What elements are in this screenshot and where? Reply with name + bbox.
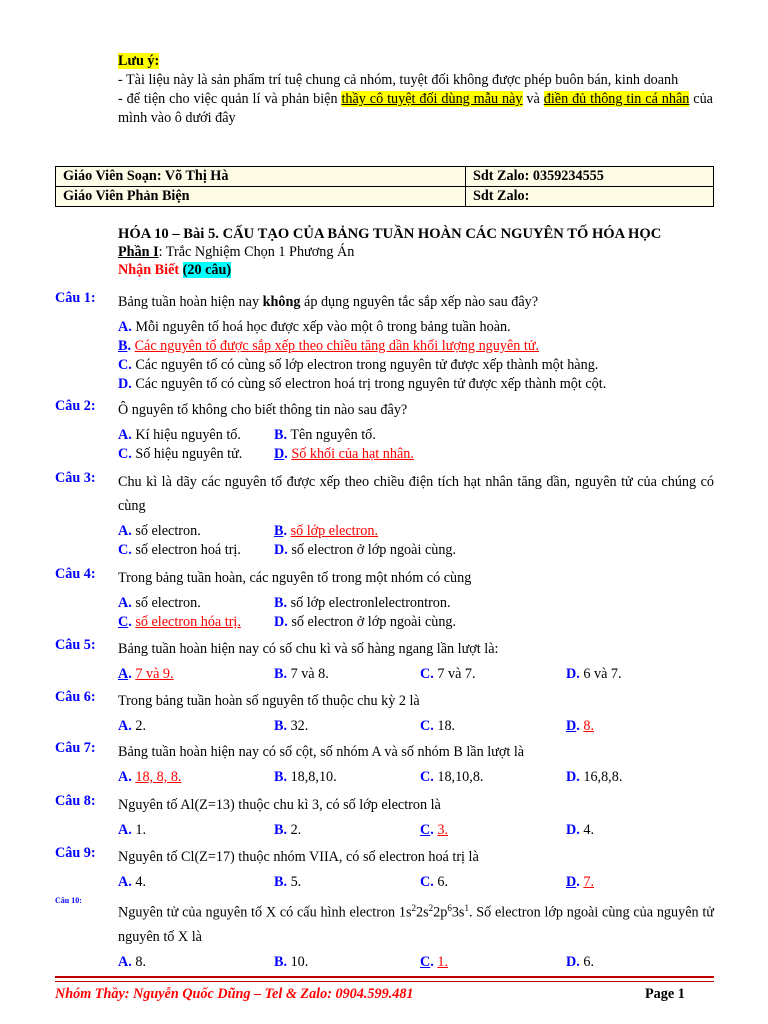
options — [118, 717, 714, 736]
option-text: 4. — [583, 822, 594, 838]
question-3 — [55, 470, 714, 560]
option-text: 5. — [290, 874, 302, 890]
option-letter: B. — [274, 427, 288, 443]
option-c[interactable] — [420, 665, 476, 684]
option-c[interactable] — [420, 873, 448, 892]
option-letter: B — [118, 338, 128, 354]
option-letter: C — [420, 953, 431, 970]
options — [118, 953, 714, 972]
option-d-answer[interactable]: D. 8. — [566, 718, 594, 734]
question-text: Trong bảng tuần hoàn, các nguyên tố trong một nhóm có cùng — [118, 570, 472, 586]
author-phone-cell: Sdt Zalo: 0359234555 — [466, 167, 714, 187]
option-text: Tên nguyên tố. — [290, 427, 376, 443]
option-text: số electron ở lớp ngoài cùng. — [291, 542, 457, 558]
option-a[interactable] — [118, 717, 146, 736]
option-text: 32. — [290, 718, 309, 734]
option-c[interactable] — [118, 356, 598, 375]
question-count-badge: (20 câu) — [182, 262, 232, 278]
option-text: số electron. — [135, 595, 201, 611]
question-label: Câu 6: — [55, 689, 96, 705]
question-1 — [55, 290, 714, 394]
question-text-pre: Bảng tuần hoàn hiện nay — [118, 294, 263, 310]
option-b[interactable] — [274, 426, 376, 445]
option-letter: A. — [118, 523, 132, 539]
question-10 — [55, 896, 714, 972]
option-b-answer[interactable]: B. số lớp electron. — [274, 523, 379, 539]
question-text — [118, 290, 714, 314]
note-heading: Lưu ý: — [118, 53, 160, 69]
question-text: Trong bảng tuần hoàn số nguyên tố thuộc chu kỳ 2 là — [118, 693, 420, 709]
option-text: số electron ở lớp ngoài cùng. — [291, 614, 457, 630]
question-text — [118, 896, 714, 949]
option-text: 10. — [290, 953, 309, 970]
question-6 — [55, 689, 714, 736]
option-letter: D — [566, 718, 577, 734]
footer-divider — [55, 976, 714, 978]
option-b[interactable] — [274, 717, 308, 736]
option-b[interactable] — [274, 821, 301, 840]
question-text: Nguyên tố Al(Z=13) thuộc chu kì 3, có số lớp electron là — [118, 797, 441, 813]
superscript: 2 — [411, 903, 417, 913]
option-letter: D. — [118, 376, 132, 392]
option-c[interactable] — [420, 768, 483, 787]
section-heading — [118, 225, 718, 279]
option-text: Kí hiệu nguyên tố. — [135, 427, 241, 443]
option-letter: C. — [118, 446, 132, 462]
option-letter: D. — [274, 542, 288, 558]
option-letter: C. — [420, 666, 434, 682]
note-block — [118, 52, 713, 128]
teacher-table — [55, 166, 714, 207]
option-d-answer[interactable]: D. Số khối của hạt nhân. — [274, 446, 414, 462]
question-text: Bảng tuần hoàn hiện nay có số chu kì và số hàng ngang lần lượt là: — [118, 641, 499, 657]
option-letter: C — [118, 614, 129, 630]
option-d-answer[interactable]: D. 7. — [566, 874, 594, 890]
note-line-2-post: của mình vào ô dưới đây — [118, 91, 713, 126]
option-c[interactable] — [118, 541, 241, 560]
option-b[interactable] — [274, 873, 301, 892]
option-text: 1. — [135, 822, 146, 838]
option-text: 3. — [437, 822, 448, 838]
option-letter: A. — [118, 953, 132, 970]
options — [118, 768, 714, 787]
option-a[interactable] — [118, 318, 511, 337]
option-letter: C. — [420, 769, 434, 785]
options — [118, 873, 714, 892]
option-d[interactable] — [118, 375, 606, 394]
option-text: Các nguyên tố được sắp xếp theo chiều tăng dần khối lượng nguyên tử. — [134, 338, 540, 354]
option-text: 18, 8, 8. — [135, 769, 182, 785]
question-text: Chu kì là dãy các nguyên tố được xếp theo chiều điện tích hạt nhân tăng dần, nguyên tử của chúng có cùng — [118, 474, 714, 514]
option-text: Số khối của hạt nhân. — [291, 446, 414, 462]
options — [118, 594, 714, 632]
option-d[interactable] — [566, 665, 622, 684]
level-label: Nhận Biết — [118, 262, 180, 278]
option-b[interactable] — [274, 594, 451, 613]
reviewer-phone-cell: Sdt Zalo: — [466, 187, 714, 207]
option-b[interactable] — [274, 768, 337, 787]
page-title: HÓA 10 – Bài 5. CẤU TẠO CỦA BẢNG TUẦN HOÀN CÁC NGUYÊN TỐ HÓA HỌC — [118, 226, 662, 242]
config-part: 3s — [451, 904, 465, 921]
option-letter: D. — [566, 822, 580, 838]
option-letter: D. — [566, 769, 580, 785]
option-text: 7. — [583, 874, 594, 890]
option-a[interactable] — [118, 873, 146, 892]
option-d[interactable] — [274, 613, 456, 632]
option-d[interactable] — [566, 768, 622, 787]
option-letter: D — [274, 446, 285, 462]
option-letter: C. — [118, 357, 132, 373]
option-letter: A. — [118, 718, 132, 734]
option-text: 6. — [583, 953, 594, 970]
question-label: Câu 3: — [55, 470, 96, 486]
question-2 — [55, 398, 714, 464]
page-number: Page 1 — [645, 986, 685, 1002]
option-text: 16,8,8. — [583, 769, 623, 785]
note-line-2-pre: - để tiện cho việc quản lí và phản biện — [118, 91, 342, 107]
option-letter: A. — [118, 595, 132, 611]
question-text: Ô nguyên tố không cho biết thông tin nào sau đây? — [118, 402, 408, 418]
option-text: 8. — [135, 953, 146, 970]
superscript: 1 — [464, 903, 469, 913]
option-letter: A. — [118, 319, 132, 335]
option-text: 1. — [437, 953, 448, 970]
question-7 — [55, 740, 714, 787]
level-line — [118, 261, 718, 279]
option-letter: C. — [118, 542, 132, 558]
option-a-answer[interactable]: A. 7 và 9. — [118, 666, 174, 682]
question-label: Câu 10: — [55, 896, 82, 905]
question-8 — [55, 793, 714, 840]
option-letter: B. — [274, 769, 288, 785]
option-text: Số hiệu nguyên tử. — [135, 446, 243, 462]
option-a[interactable] — [118, 953, 146, 972]
reviewer-cell: Giáo Viên Phản Biện — [56, 187, 466, 207]
question-text-tail: . Số electron lớp ngoài cùng của nguyên tử nguyên tố X là — [118, 904, 714, 945]
option-text: số lớp electronlelectrontron. — [290, 595, 451, 611]
question-text: Bảng tuần hoàn hiện nay có số cột, số nhóm A và số nhóm B lần lượt là — [118, 744, 525, 760]
option-letter: A. — [118, 427, 132, 443]
option-letter: D. — [566, 953, 580, 970]
option-letter: A. — [118, 822, 132, 838]
table-row — [56, 167, 714, 187]
question-text-bold: không — [262, 294, 301, 310]
option-c-answer[interactable]: C. 1. — [420, 953, 448, 970]
footer-contact: Nhóm Thầy: Nguyễn Quốc Dũng – Tel & Zalo: 0904.599.481 — [55, 986, 414, 1002]
question-4 — [55, 566, 714, 632]
option-text: số electron. — [135, 523, 201, 539]
config-part: 2s — [416, 904, 429, 921]
author-cell: Giáo Viên Soạn: Võ Thị Hà — [56, 167, 466, 187]
option-letter: B. — [274, 822, 288, 838]
question-text-post: áp dụng nguyên tắc sắp xếp nào sau đây? — [300, 294, 539, 310]
option-letter: C — [420, 822, 431, 838]
option-letter: A — [118, 666, 129, 682]
option-text: 8. — [583, 718, 594, 734]
options — [118, 426, 714, 464]
option-d[interactable] — [566, 953, 594, 972]
option-a[interactable] — [118, 594, 201, 613]
config-part: 2p — [433, 904, 448, 921]
option-letter: A. — [118, 874, 132, 890]
option-letter: B. — [274, 718, 288, 734]
question-label: Câu 1: — [55, 290, 96, 306]
part-text: : Trắc Nghiệm Chọn 1 Phương Án — [158, 244, 355, 260]
option-letter: B — [274, 523, 284, 539]
note-line-2-mid: và — [522, 91, 544, 107]
option-letter: D. — [274, 614, 288, 630]
option-text: 7 và 8. — [290, 666, 329, 682]
options — [118, 318, 714, 394]
question-label: Câu 9: — [55, 845, 96, 861]
question-label: Câu 7: — [55, 740, 96, 756]
option-c[interactable] — [420, 717, 455, 736]
superscript: 6 — [447, 903, 452, 913]
option-text: 18. — [437, 718, 456, 734]
option-a[interactable] — [118, 426, 241, 445]
option-text: số electron hoá trị. — [135, 542, 241, 558]
option-text: Mỗi nguyên tố hoá học được xếp vào một ô trong bảng tuần hoàn. — [135, 319, 511, 335]
option-letter: B. — [274, 595, 288, 611]
question-text-pre: Nguyên tử của nguyên tố X có cấu hình electron 1s — [118, 904, 412, 921]
options — [118, 522, 714, 560]
option-letter: B. — [274, 953, 288, 970]
superscript: 2 — [428, 903, 434, 913]
option-d[interactable] — [566, 821, 594, 840]
option-text: 6. — [437, 874, 448, 890]
option-letter: A. — [118, 769, 132, 785]
part-label: Phần I — [118, 244, 159, 260]
option-c-answer[interactable]: C. số electron hóa trị. — [118, 614, 241, 630]
option-b[interactable] — [274, 953, 308, 972]
note-line-1: - Tài liệu này là sản phẩm trí tuệ chung cả nhóm, tuyệt đối không được phép buôn bán, kinh doanh — [118, 72, 679, 88]
option-letter: B. — [274, 874, 288, 890]
option-letter: D — [566, 874, 577, 890]
option-text: 18,8,10. — [290, 769, 337, 785]
question-label: Câu 8: — [55, 793, 96, 809]
footer-divider — [55, 981, 714, 982]
option-text: 4. — [135, 874, 146, 890]
options — [118, 665, 714, 684]
option-d[interactable] — [274, 541, 456, 560]
note-highlight-2: điền đủ thông tin cá nhân — [543, 91, 690, 107]
question-label: Câu 5: — [55, 637, 96, 653]
option-text: 2. — [290, 822, 302, 838]
question-label: Câu 2: — [55, 398, 96, 414]
option-text: 7 và 9. — [135, 666, 174, 682]
option-text: số electron hóa trị. — [135, 614, 241, 630]
option-letter: B. — [274, 666, 288, 682]
option-text: 2. — [135, 718, 146, 734]
option-letter: C. — [420, 874, 434, 890]
option-a[interactable] — [118, 821, 146, 840]
option-a-answer[interactable] — [118, 768, 181, 787]
option-text: Các nguyên tố có cùng số lớp electron trong nguyên tử được xếp thành một hàng. — [135, 357, 599, 373]
question-9 — [55, 845, 714, 892]
note-line-2 — [118, 90, 713, 128]
option-b[interactable] — [274, 665, 329, 684]
option-letter: C. — [420, 718, 434, 734]
option-text: 7 và 7. — [437, 666, 476, 682]
option-c[interactable] — [118, 445, 242, 464]
question-label: Câu 4: — [55, 566, 96, 582]
note-highlight-1: thầy cô tuyệt đối dùng mẫu này — [341, 91, 523, 107]
table-row — [56, 187, 714, 207]
part-line — [118, 243, 718, 261]
option-c-answer[interactable]: C. 3. — [420, 822, 448, 838]
option-text: Các nguyên tố có cùng số electron hoá trị trong nguyên tử được xếp thành một cột. — [135, 376, 607, 392]
question-text: Nguyên tố Cl(Z=17) thuộc nhóm VIIA, có số electron hoá trị là — [118, 849, 479, 865]
options — [118, 821, 714, 840]
question-5 — [55, 637, 714, 684]
option-b-answer[interactable]: B. Các nguyên tố được sắp xếp theo chiều tăng dần khối lượng nguyên tử. — [118, 338, 540, 354]
option-a[interactable] — [118, 522, 201, 541]
option-text: 6 và 7. — [583, 666, 622, 682]
option-text: 18,10,8. — [437, 769, 484, 785]
option-text: số lớp electron. — [290, 523, 379, 539]
option-letter: D. — [566, 666, 580, 682]
